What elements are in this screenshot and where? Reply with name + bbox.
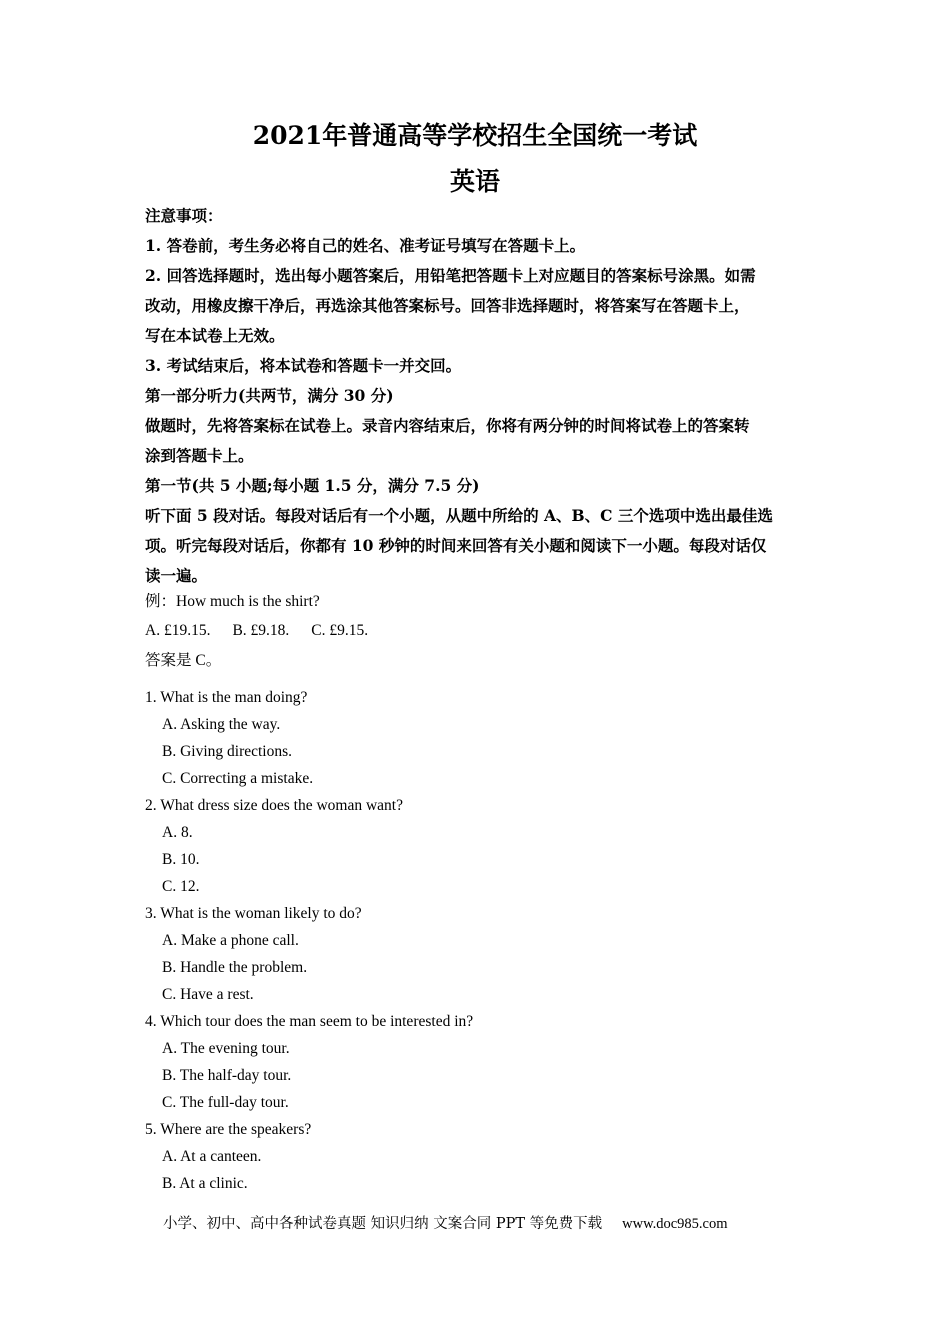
example-question: 例：How much is the shirt? [145,593,320,610]
example-answer: 答案是 C。 [145,652,222,669]
notice-line-2c: 写在本试卷上无效。 [145,326,285,345]
option-a: A. Make a phone call. [162,932,299,949]
option-b: B. The half-day tour. [162,1067,292,1084]
notice-heading: 注意事项： [145,206,223,225]
section1-instr-c: 读一遍。 [145,566,208,585]
notice-line-2a: 2. 回答选择题时，选出每小题答案后，用铅笔把答题卡上对应题目的答案标号涂黑。如需 [145,266,756,285]
section1-heading: 第一节(共 5 小题;每小题 1.5 分，满分 7.5 分) [145,476,480,495]
example-option-b: B. £9.18. [232,622,290,639]
section1-instr-b: 项。听完每段对话后，你都有 10 秒钟的时间来回答有关小题和阅读下一小题。每段对话仅 [145,536,767,555]
option-c: C. Have a rest. [162,986,254,1003]
option-a: A. 8. [162,824,193,841]
example-option-a: A. £19.15. [145,622,211,639]
option-c: C. Correcting a mistake. [162,770,314,787]
exam-title: 2021年普通高等学校招生全国统一考试 [252,121,698,150]
option-b: B. Handle the problem. [162,959,308,976]
example-options [145,616,368,645]
notice-block [145,201,810,591]
option-a: A. At a canteen. [162,1148,262,1165]
notice-line-2b: 改动，用橡皮擦干净后，再选涂其他答案标号。回答非选择题时，将答案写在答题卡上， [145,296,750,315]
notice-line-3: 3. 考试结束后，将本试卷和答题卡一并交回。 [145,356,462,375]
question-item [145,900,810,1008]
option-b: B. Giving directions. [162,743,293,760]
question-text: 5. Where are the speakers? [145,1121,312,1138]
option-a: A. Asking the way. [162,716,281,733]
footer-url: www.doc985.com [622,1216,728,1232]
question-item [145,1008,810,1116]
page-footer [163,1212,728,1233]
question-item [145,684,810,792]
option-c: C. The full-day tour. [162,1094,289,1111]
question-item [145,792,810,900]
option-a: A. The evening tour. [162,1040,290,1057]
question-text: 4. Which tour does the man seem to be interested in? [145,1013,474,1030]
option-c: C. 12. [162,878,200,895]
exam-subject: 英语 [449,167,500,196]
question-text: 1. What is the man doing? [145,689,308,706]
part1-heading: 第一部分听力(共两节，满分 30 分) [145,386,394,405]
option-b: B. At a clinic. [162,1175,248,1192]
question-text: 2. What dress size does the woman want? [145,797,403,814]
question-item [145,1116,810,1197]
part1-instr-b: 涂到答题卡上。 [145,446,254,465]
notice-line-1: 1. 答卷前，考生务必将自己的姓名、准考证号填写在答题卡上。 [145,236,586,255]
questions-list [145,684,810,1197]
section1-instr-a: 听下面 5 段对话。每段对话后有一个小题，从题中所给的 A、B、C 三个选项中选出最佳选 [145,506,773,525]
part1-instr-a: 做题时，先将答案标在试卷上。录音内容结束后，你将有两分钟的时间将试卷上的答案转 [145,416,750,435]
footer-text: 小学、初中、高中各种试卷真题 知识归纳 文案合同 PPT 等免费下载 [163,1216,603,1232]
question-text: 3. What is the woman likely to do? [145,905,362,922]
example-option-c: C. £9.15. [311,622,369,639]
option-b: B. 10. [162,851,200,868]
